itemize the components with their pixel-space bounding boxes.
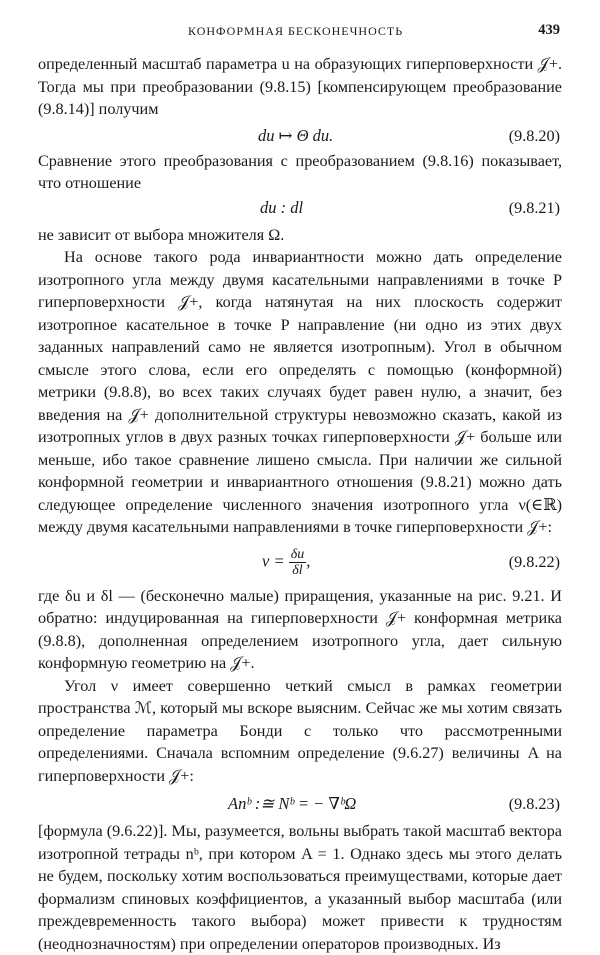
equation-9-8-21	[38, 195, 562, 224]
equation-body: ν = $\frac{\delta u}{\delta l}$ ,	[262, 546, 311, 578]
fraction	[289, 547, 307, 578]
equation-number: (9.8.21)	[508, 198, 560, 217]
equation-number: (9.8.22)	[508, 552, 560, 571]
equation-lhs: ν =	[262, 550, 285, 570]
paragraph: Угол ν имеет совершенно четкий смысл в рамках геометрии пространства ℳ, который мы вскоре выясним. Сейчас же мы хотим связать определение параметра Бонди с только что рассмотренными определениями. Сначала вспомним определение (9.6.27) величины A на гиперповерхности 𝒥+:	[38, 676, 562, 785]
fraction-denominator: δl	[292, 562, 303, 578]
paragraph: не зависит от выбора множителя Ω.	[38, 225, 285, 244]
equation-body: du : dl	[260, 197, 304, 217]
paragraph: определенный масштаб параметра u на образующих гиперповерхности 𝒥+. Тогда мы при преобразовании (9.8.15) [компенсирующем преобразование (9.8.14)] получим	[38, 55, 562, 118]
running-title: КОНФОРМНАЯ БЕСКОНЕЧНОСТЬ	[188, 24, 404, 38]
running-header	[38, 22, 560, 42]
page-number: 439	[538, 22, 560, 38]
paragraph: [формула (9.6.22)]. Мы, разумеется, вольны выбрать такой масштаб вектора изотропной тетрады nᵇ, при котором A = 1. Однако здесь мы этого делать не будем, поскольку хотим воспользоваться преимуществами, которые дает формализм спиновых коэффициентов, а указанный выбор масштаба (или преждевременность такого выбора) может привести к трудностям (неоднозначностям) при определении операторов производных. Из	[38, 822, 562, 953]
fraction-numerator: δu	[290, 546, 305, 562]
equation-9-8-23	[38, 787, 562, 820]
equation-9-8-20	[38, 121, 562, 150]
equation-body: Anᵇ :≅ Nᵇ = − ∇ᵇΩ	[228, 794, 357, 813]
body-text	[38, 53, 562, 955]
equation-number: (9.8.20)	[508, 126, 560, 145]
equation-9-8-22	[38, 539, 562, 585]
equation-number: (9.8.23)	[508, 795, 560, 813]
paragraph: где δu и δl — (бесконечно малые) приращения, указанные на рис. 9.21. И обратно: индуцированная на гиперповерхности 𝒥+ конформная метрика (9.8.8), дополненная определением изотропного угла, дает сильную конформную геометрию на 𝒥+.	[38, 586, 562, 672]
paragraph: На основе такого рода инвариантности можно дать определение изотропного угла между двумя касательными направлениями в точке P гиперповерхности 𝒥+, когда натянутая на них плоскость содержит изотропное касательное в точке P направление (ни одно из этих двух заданных направлений само не является изотропным). Угол в обычном смысле этого слова, если его определять с помощью (конформной) метрики (9.8.8), во всех таких случаях будет равен нулю, а значит, без введения на 𝒥+ дополнительной структуры невозможно сказать, какой из изотропных углов в двух разных точках гиперповерхности 𝒥+ больше или меньше, ибо такое сравнение лишено смысла. При наличии же сильной конформной геометрии и инвариантного отношения (9.8.21) можно дать следующее определение численного значения изотропного угла ν(∈ℝ) между двумя касательными направлениями в точке гиперповерхности 𝒥+:	[38, 248, 562, 536]
paragraph: Сравнение этого преобразования с преобразованием (9.8.16) показывает, что отношение	[38, 151, 562, 192]
equation-body: du ↦ Θ du.	[258, 125, 334, 145]
